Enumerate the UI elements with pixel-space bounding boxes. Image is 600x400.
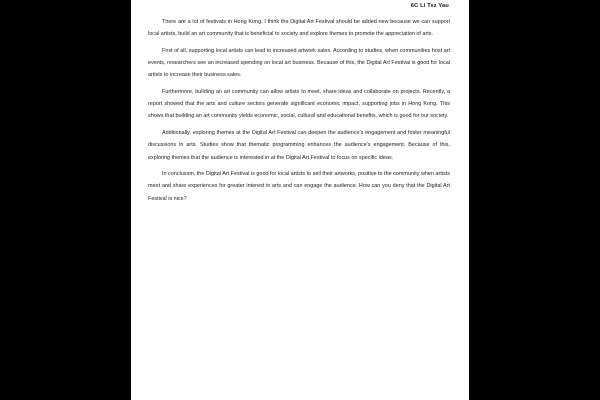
paragraph-art-community: Furthermore, building an art community can allow artists to meet, share ideas and collaborate on projects. Recently, a report showed that the arts and culture sectors generate significant economic impact, supporting jobs in Hong Kong. This shows that building an art community yields economic, social, cultural and educational benefits, which is good for our society.	[148, 89, 450, 120]
paragraph-themes: Additionally, exploring themes at the Digital Art Festival can deepen the audience’s engagement and foster meaningful discussions in arts. Studies show that thematic programming enhances the audience’s engagement. Because of this, exploring themes that the audience is interested in at the Digital Art Festival to focus on specific ideas.	[148, 130, 450, 161]
paragraph-local-artists: First of all, supporting local artists can lead to increased artwork sales. According to studies, when communities host art events, researchers see an increased spending on local art business. Because of this, the Digital Art Festival is good for local artists to increase their business sales.	[148, 47, 450, 79]
paragraph-conclusion: In conclusion, the Digital Art Festival is good for local artists to sell their artworks, positive to the community when artists meet and share experiences for greater interest in arts and can engage the audience. How can you deny that the Digital Art Festival is nice?	[148, 171, 450, 202]
document-page	[131, 0, 469, 400]
paragraph-introduction: There are a lot of festivals in Hong Kong. I think the Digital Art Festival should be added new because we can support local artists, build an art community that is beneficial to society and explore themes to promote the appreciation of arts.	[148, 19, 450, 38]
author-name: 6C Li Tsz Yau	[410, 3, 449, 9]
essay-body	[148, 16, 450, 209]
